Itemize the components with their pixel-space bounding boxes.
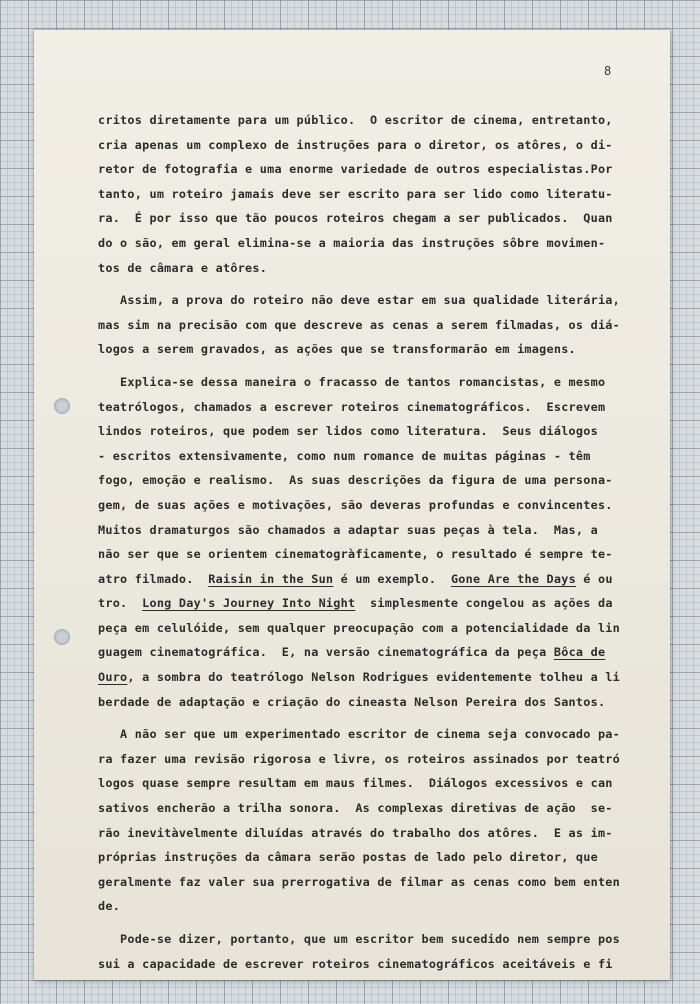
text-run: Pode-se dizer, portanto, que um escritor bem sucedido nem sempre pos	[98, 932, 621, 946]
text-line	[98, 665, 658, 690]
text-run: - escritos extensivamente, como num romance de muitas páginas - têm	[98, 448, 591, 463]
text-run: do o são, em geral elimina-se a maioria das instruções sôbre movimen-	[98, 235, 606, 250]
page-number: 8	[604, 64, 612, 78]
text-run: ra. É por isso que tão poucos roteiros chegam a ser publicados. Quan	[98, 211, 613, 226]
text-run: não ser que se orientem cinematogràficamente, o resultado é sempre te-	[98, 547, 613, 562]
text-line	[98, 771, 658, 796]
text-run: mas sim na precisão com que descreve as cenas a serem filmadas, os diá-	[98, 317, 621, 332]
text-run: teatrólogos, chamados a escrever roteiros cinematográficos. Escrevem	[98, 399, 606, 414]
text-line	[98, 133, 658, 158]
punch-hole	[54, 398, 70, 414]
text-line	[98, 419, 658, 444]
underlined-title: Long Day's Journey Into Night	[142, 596, 356, 611]
text-run: sativos encherão a trilha sonora. As complexas diretivas de ação se-	[98, 801, 613, 816]
text-line	[98, 256, 658, 281]
text-run: sui a capacidade de escrever roteiros cinematográficos aceitáveis e fi	[98, 956, 613, 971]
text-line	[98, 493, 658, 518]
text-line	[98, 845, 658, 870]
text-run: é um exemplo.	[333, 571, 451, 586]
text-line	[98, 313, 658, 338]
paragraph-gap	[98, 714, 658, 722]
text-line	[98, 722, 658, 747]
text-line	[98, 395, 658, 420]
text-run: logos quase sempre resultam em maus filmes. Diálogos excessivos e can	[98, 776, 613, 791]
text-line	[98, 182, 658, 207]
text-line	[98, 518, 658, 543]
paragraph-gap	[98, 280, 658, 288]
paragraph	[98, 370, 658, 714]
text-line	[98, 616, 658, 641]
text-run: logos a serem gravados, as ações que se transformarão em imagens.	[98, 342, 576, 357]
text-run: tanto, um roteiro jamais deve ser escrito para ser lido como literatu-	[98, 186, 613, 201]
text-run: rão inevitàvelmente diluídas através do trabalho dos atôres. E as im-	[98, 825, 613, 840]
text-run: atro filmado.	[98, 571, 209, 586]
text-line	[98, 690, 658, 715]
text-run: próprias instruções da câmara serão postas de lado pelo diretor, que	[98, 850, 598, 865]
text-line	[98, 370, 658, 395]
text-run: lindos roteiros, que podem ser lidos como literatura. Seus diálogos	[98, 424, 598, 439]
paragraph-gap	[98, 919, 658, 927]
text-line	[98, 444, 658, 469]
text-run: berdade de adaptação e criação do cineasta Nelson Pereira dos Santos.	[98, 694, 606, 709]
underlined-title: Raisin in the Sun	[208, 571, 334, 586]
text-line	[98, 796, 658, 821]
text-run: ra fazer uma revisão rigorosa e livre, os roteiros assinados por teatró	[98, 751, 621, 766]
text-line	[98, 206, 658, 231]
paragraph	[98, 927, 658, 976]
text-line	[98, 337, 658, 362]
underlined-title: Bôca de	[553, 645, 606, 660]
text-line	[98, 640, 658, 665]
punch-hole	[54, 629, 70, 645]
text-line	[98, 157, 658, 182]
text-run: Explica-se dessa maneira o fracasso de tantos romancistas, e mesmo	[98, 374, 606, 389]
text-line	[98, 542, 658, 567]
text-run: geralmente faz valer sua prerrogativa de filmar as cenas como bem enten	[98, 874, 621, 889]
paragraph	[98, 288, 658, 362]
text-run: gem, de suas ações e motivações, são deveras profundas e convincentes.	[98, 497, 613, 512]
text-line	[98, 591, 658, 616]
text-line	[98, 927, 658, 952]
text-run: fogo, emoção e realismo. As suas descrições da figura de uma persona-	[98, 473, 613, 488]
text-line	[98, 747, 658, 772]
text-run: é ou	[575, 571, 613, 586]
paragraph	[98, 722, 658, 919]
text-run: cria apenas um complexo de instruções para o diretor, os atôres, o di-	[98, 137, 613, 152]
text-run: simplesmente congelou as ações da	[355, 596, 613, 611]
text-run: de.	[98, 899, 121, 914]
underlined-title: Gone Are the Days	[450, 571, 576, 586]
text-line	[98, 870, 658, 895]
text-line	[98, 108, 658, 133]
text-run: A não ser que um experimentado escritor de cinema seja convocado pa-	[98, 727, 621, 742]
text-run: tro.	[98, 596, 143, 611]
text-run: Muitos dramaturgos são chamados a adaptar suas peças à tela. Mas, a	[98, 522, 598, 537]
paragraph-gap	[98, 362, 658, 370]
text-line	[98, 821, 658, 846]
text-line	[98, 288, 658, 313]
text-run: critos diretamente para um público. O escritor de cinema, entretanto,	[98, 113, 613, 127]
text-line	[98, 894, 658, 919]
text-run: guagem cinematográfica. E, na versão cinematográfica da peça	[98, 645, 554, 660]
text-run: , a sombra do teatrólogo Nelson Rodrigues evidentemente tolheu a li	[127, 670, 621, 685]
text-run: Assim, a prova do roteiro não deve estar em sua qualidade literária,	[98, 293, 621, 308]
text-line	[98, 952, 658, 977]
text-run: retor de fotografia e uma enorme variedade de outros especialistas.Por	[98, 162, 613, 177]
paragraph	[98, 108, 658, 280]
text-line	[98, 468, 658, 493]
text-line	[98, 231, 658, 256]
text-line	[98, 567, 658, 592]
text-run: peça em celulóide, sem qualquer preocupação com a potencialidade da lin	[98, 620, 621, 635]
text-run: tos de câmara e atôres.	[98, 260, 268, 275]
body-text	[98, 108, 658, 976]
typewritten-page	[34, 30, 670, 980]
underlined-title: Ouro	[98, 670, 128, 685]
